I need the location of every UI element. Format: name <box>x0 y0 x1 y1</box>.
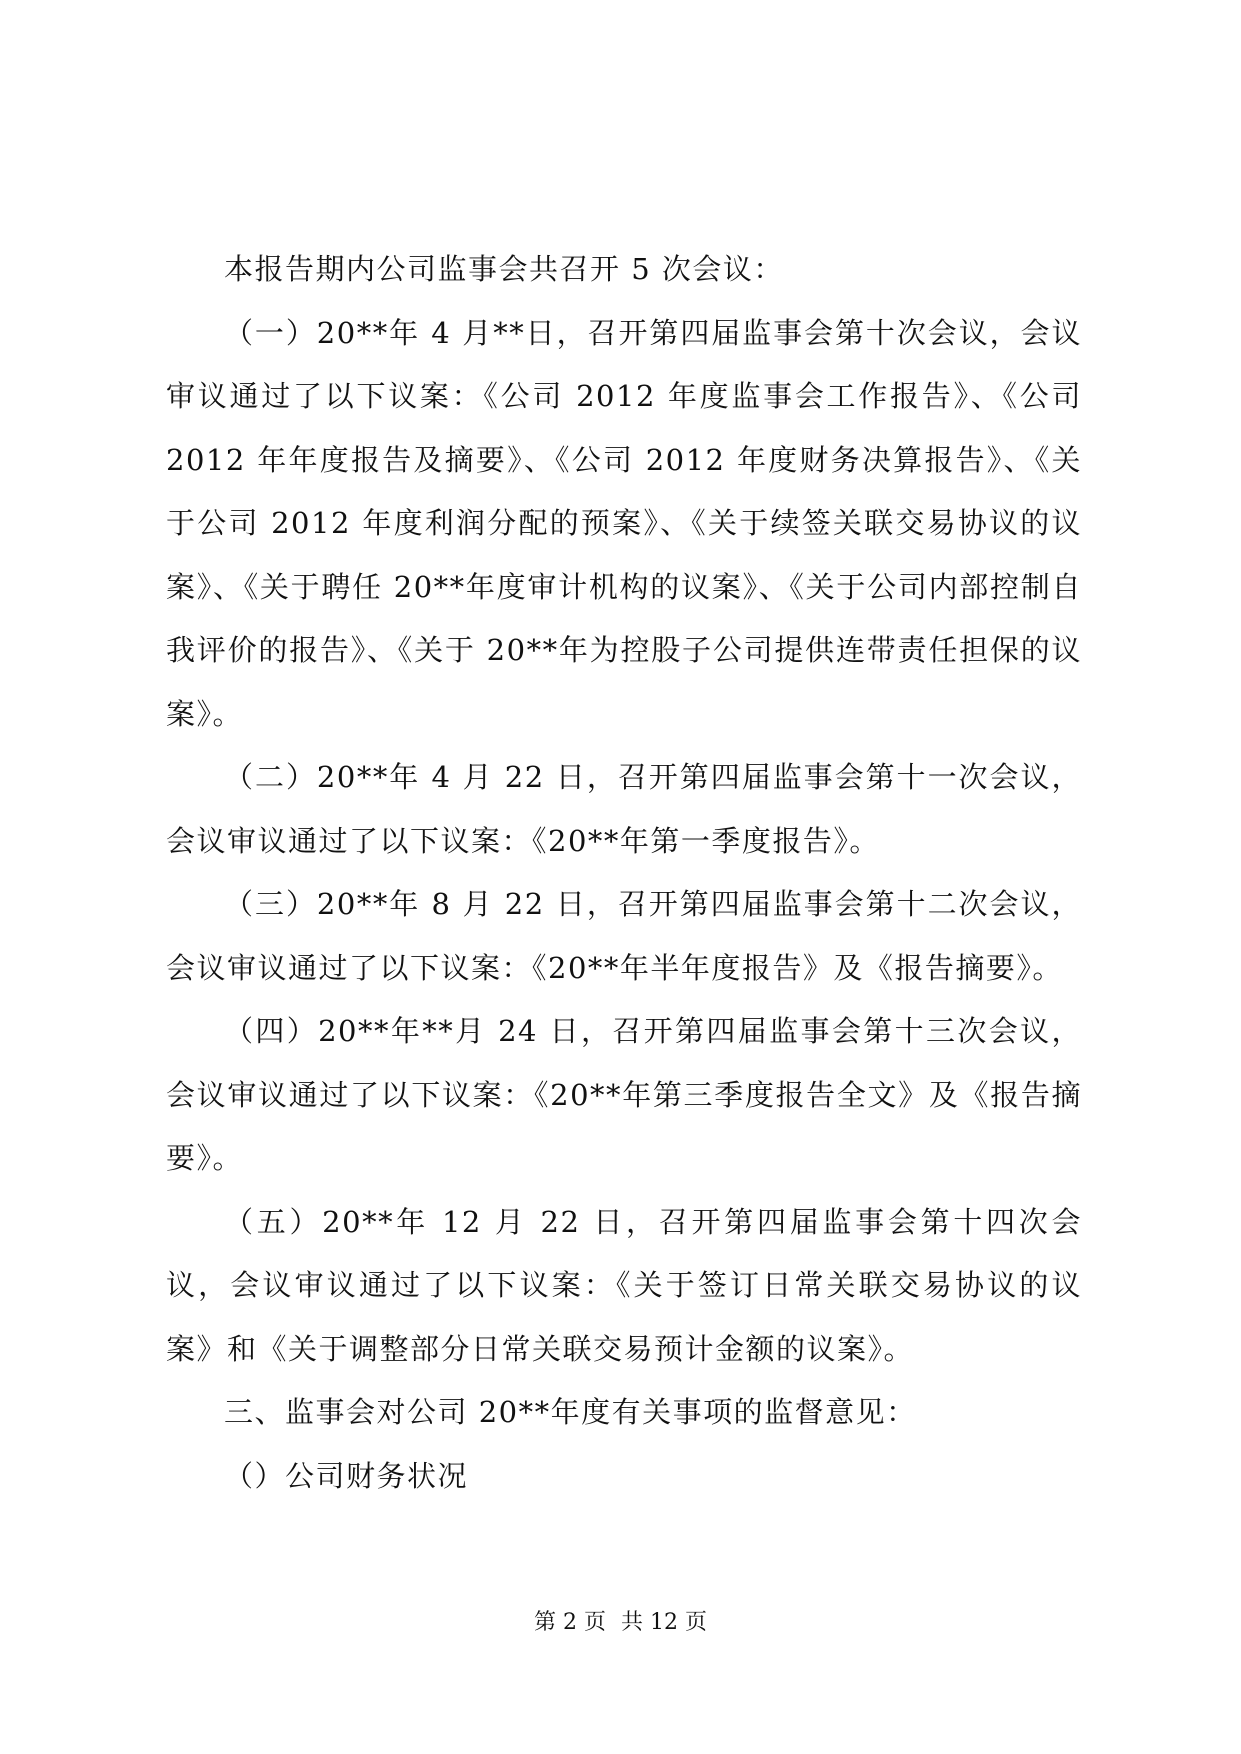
paragraph-meeting-4: （四）20**年**月 24 日，召开第四届监事会第十三次会议，会议审议通过了以下议案：《20**年第三季度报告全文》及《报告摘要》。 <box>166 1014 1082 1175</box>
paragraph-meeting-1: （一）20**年 4 月**日，召开第四届监事会第十次会议，会议审议通过了以下议案：《公司 2012 年度监事会工作报告》、《公司 2012 年年度报告及摘要》、《公司 2012 年度财务决算报告》、《关于公司 2012 年度利润分配的预案》、《关于续签关联交易协议的议案》、《关于聘任 20**年度审计机构的议案》、《关于公司内部控制自我评价的报告》、《关于 20**年为控股子公司提供连带责任担保的议案》。 <box>166 315 1082 731</box>
subheading-financial-status: （）公司财务状况 <box>224 1458 469 1493</box>
paragraph-meeting-2: （二）20**年 4 月 22 日，召开第四届监事会第十一次会议，会议审议通过了以下议案：《20**年第一季度报告》。 <box>166 760 1082 858</box>
section-heading-supervision-opinions: 三、监事会对公司 20**年度有关事项的监督意见： <box>224 1395 917 1429</box>
paragraph-meeting-3: （三）20**年 8 月 22 日，召开第四届监事会第十二次会议，会议审议通过了以下议案：《20**年半年度报告》及《报告摘要》。 <box>166 887 1082 985</box>
page-total: 共 12 页 <box>621 1610 707 1635</box>
paragraph-meeting-5: （五）20**年 12 月 22 日，召开第四届监事会第十四次会议，会议审议通过了以下议案：《关于签订日常关联交易协议的议案》和《关于调整部分日常关联交易预计金额的议案》。 <box>166 1204 1082 1366</box>
document-body <box>166 238 1082 1508</box>
page-number: 第 2 页 <box>534 1610 606 1635</box>
page-footer <box>0 1608 1241 1638</box>
paragraph-meeting-count: 本报告期内公司监事会共召开 5 次会议： <box>224 252 784 286</box>
